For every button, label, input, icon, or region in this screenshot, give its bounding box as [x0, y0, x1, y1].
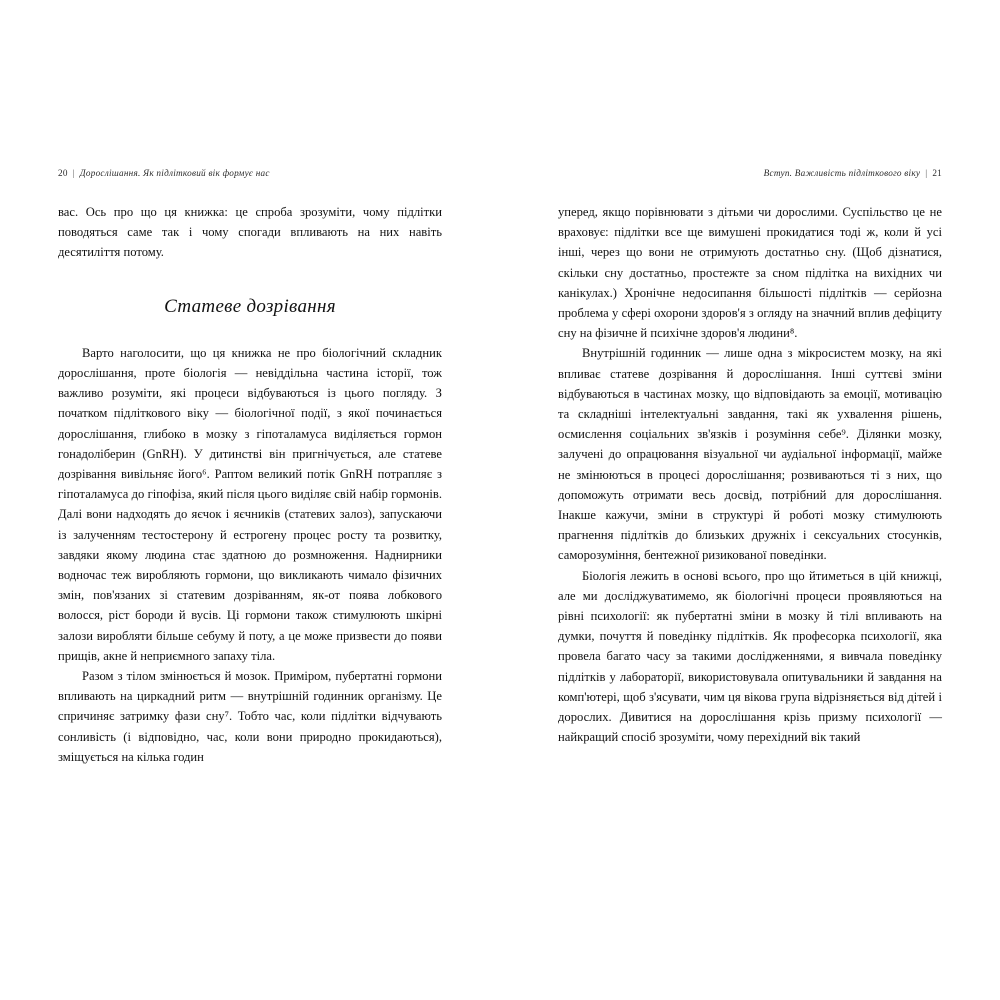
right-page	[500, 0, 1000, 1000]
left-running-head-separator: |	[72, 168, 75, 178]
paragraph: уперед, якщо порівнювати з дітьми чи дорослими. Суспільство це не враховує: підлітки все ще вимушені прокидатися тоді ж, коли й усі інші, через що вони не отримують достатньо сну. (Щоб дізнатися, скільки сну достатньо, простежте за сном підлітка на вихідних чи канікулах.) Хронічне недосипання більшості підлітків — серйозна проблема у сфері охорони здоров'я з огляду на значний вплив дефіциту сну на фізичне й психічне здоров'я людини⁸.	[558, 205, 942, 341]
right-text-column	[558, 202, 942, 747]
paragraph: Разом з тілом змінюється й мозок. Приміром, пубертатні гормони впливають на циркадний ритм — внутрішній годинник організму. Це спричиняє затримку фази сну⁷. Тобто час, коли підлітки відчувають сонливість (і відповідно, час, коли вони природно прокидаються), зміщується на кілька годин	[58, 669, 442, 764]
right-running-head-separator: |	[925, 168, 928, 178]
left-running-head	[58, 168, 442, 180]
section-heading: Статеве дозрівання	[164, 295, 336, 317]
left-page-number: 20	[58, 168, 68, 178]
right-page-number: 21	[932, 168, 942, 178]
right-running-head	[558, 168, 942, 180]
paragraph: Внутрішній годинник — лише одна з мікросистем мозку, на які впливає статеве дозрівання й дорослішання. Інші суттєві зміни відбуваються в частинах мозку, що відповідають за емоції, мотивацію та складніші інтелектуальні завдання, такі як ухвалення рішень, осмислення соціальних зв'язків і розуміння себе⁹. Ділянки мозку, залучені до опрацювання візуальної чи аудіальної інформації, майже не змінюються в процесі дорослішання; розвиваються ті з них, що допоможуть отримати весь досвід, потрібний для дорослішання. Інакше кажучи, зміни в структурі й роботі мозку стимулюють прагнення підлітків до близьких дружніх і сексуальних стосунків, саморозуміння, бентежної ризикованої поведінки.	[558, 346, 942, 563]
paragraph: Варто наголосити, що ця книжка не про біологічний складник дорослішання, проте біологія — невіддільна частина історії, тож важливо розуміти, які процеси відбуваються із цього погляду. З початком підліткового віку — біологічної події, з якої починається дорослішання, глибоко в мозку з гіпоталамуса виділяється гормон гонадоліберин (GnRH). У дитинстві він пригнічується, але статеве дозрівання вивільняє його⁶. Раптом великий потік GnRH потрапляє з гіпоталамуса до гіпофіза, який після цього виділяє свій набір гормонів. Далі вони надходять до яєчок і яєчників (статевих залоз), запускаючи із залученням тестостерону й естрогену процес росту та розвитку, завдяки якому людина стає здатною до розмноження. Наднирники водночас теж виробляють гормони, що викликають чимало фізичних змін, пов'язаних зі статевим дозріванням, як-от поява лобкового волосся, ріст бороди й вусів. Ці гормони також стимулюють шкірні залози виробляти більше себуму й поту, а це може призвести до появи прищів, акне й неприємного запаху тіла.	[58, 345, 442, 663]
paragraph: Біологія лежить в основі всього, про що йтиметься в цій книжці, але ми досліджуватимемо, як біологічні процеси проявляються на рівні психології: як пубертатні зміни в мозку й тілі впливають на думки, почуття й поведінку підлітків. Як професорка психології, яка провела багато часу за такими дослідженнями, я вивчала поведінку підлітків у лабораторії, використовувала опитувальники й завдання на комп'ютері, щоб з'ясувати, чим ця вікова група відрізняється від дітей і дорослих. Дивитися на дорослішання крізь призму психології — найкращий спосіб зрозуміти, чому перехідний вік такий	[558, 568, 942, 745]
left-running-head-title: Дорослішання. Як підлітковий вік формує нас	[79, 168, 270, 178]
right-running-head-title: Вступ. Важливість підліткового віку	[763, 168, 921, 178]
left-text-column	[58, 202, 442, 767]
paragraph: вас. Ось про що ця книжка: це спроба зрозуміти, чому підлітки поводяться саме так і чому спогади впливають на них навіть десятиліття потому.	[58, 205, 442, 260]
